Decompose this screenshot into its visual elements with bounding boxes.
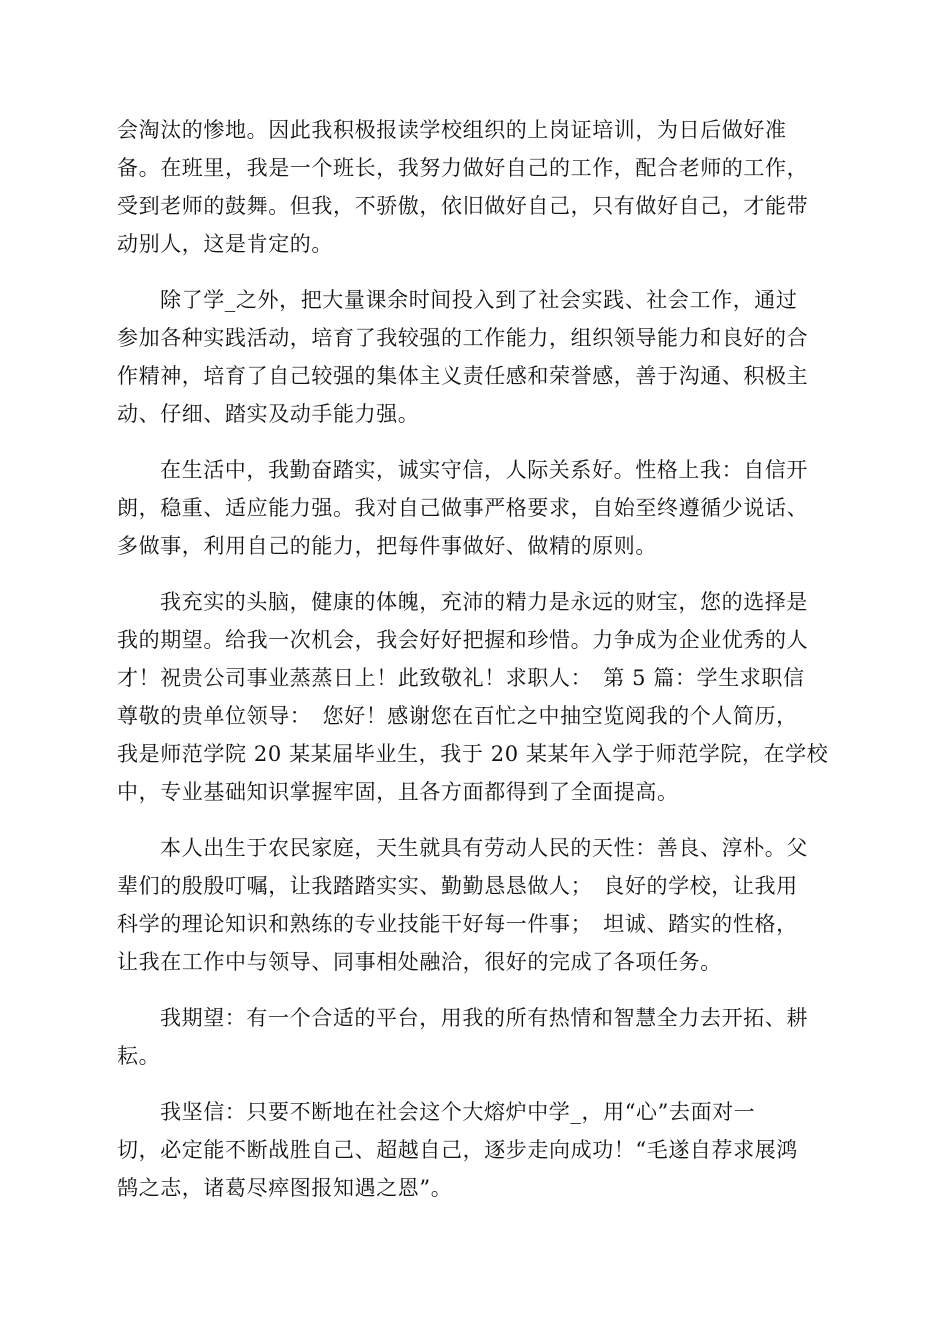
text-line: 鹄之志，诸葛尽瘁图报知遇之恩”。 <box>117 1176 453 1200</box>
text-line: 动、仔细、踏实及动手能力强。 <box>117 402 420 426</box>
text-line: 才！祝贵公司事业蒸蒸日上！此致敬礼！求职人： 第 5 篇：学生求职信 <box>117 666 805 690</box>
text-line: 参加各种实践活动，培育了我较强的工作能力，组织领导能力和良好的合 <box>117 326 809 350</box>
text-line: 动别人，这是肯定的。 <box>117 232 333 256</box>
text-line: 我坚信：只要不断地在社会这个大熔炉中学_，用“心”去面对一 <box>160 1100 756 1124</box>
text-line: 受到老师的鼓舞。但我，不骄傲，依旧做好自己，只有做好自己，才能带 <box>117 194 809 218</box>
text-line: 我充实的头脑，健康的体魄，充沛的精力是永远的财宝，您的选择是 <box>160 590 808 614</box>
text-line: 中，专业基础知识掌握牢固，且各方面都得到了全面提高。 <box>117 780 679 804</box>
text-line: 科学的理论知识和熟练的专业技能干好每一件事； 坦诚、踏实的性格， <box>117 912 798 936</box>
text-line: 耘。 <box>117 1044 161 1068</box>
text-line: 会淘汰的惨地。因此我积极报读学校组织的上岗证培训，为日后做好准 <box>117 118 787 142</box>
text-line: 切，必定能不断战胜自己、超越自己，逐步走向成功！“毛遂自荐求展鸿 <box>117 1138 798 1162</box>
text-line: 备。在班里，我是一个班长，我努力做好自己的工作，配合老师的工作， <box>117 156 809 180</box>
text-line: 本人出生于农民家庭，天生就具有劳动人民的天性：善良、淳朴。父 <box>160 836 808 860</box>
text-line: 作精神，培育了自己较强的集体主义责任感和荣誉感，善于沟通、积极主 <box>117 364 809 388</box>
text-line: 尊敬的贵单位领导： 您好！感谢您在百忙之中抽空览阅我的个人简历， <box>117 704 798 728</box>
text-line: 让我在工作中与领导、同事相处融洽，很好的完成了各项任务。 <box>117 950 722 974</box>
text-line: 辈们的殷殷叮嘱，让我踏踏实实、勤勤恳恳做人； 良好的学校，让我用 <box>117 874 798 898</box>
text-line: 我是师范学院 20 某某届毕业生，我于 20 某某年入学于师范学院，在学校 <box>117 742 829 766</box>
text-line: 在生活中，我勤奋踏实，诚实守信，人际关系好。性格上我：自信开 <box>160 458 808 482</box>
text-line: 除了学_之外，把大量课余时间投入到了社会实践、社会工作，通过 <box>160 288 798 312</box>
text-line: 我的期望。给我一次机会，我会好好把握和珍惜。力争成为企业优秀的人 <box>117 628 809 652</box>
text-line: 朗，稳重、适应能力强。我对自己做事严格要求，自始至终遵循少说话、 <box>117 496 809 520</box>
text-line: 多做事，利用自己的能力，把每件事做好、做精的原则。 <box>117 534 657 558</box>
text-line: 我期望：有一个合适的平台，用我的所有热情和智慧全力去开拓、耕 <box>160 1006 808 1030</box>
